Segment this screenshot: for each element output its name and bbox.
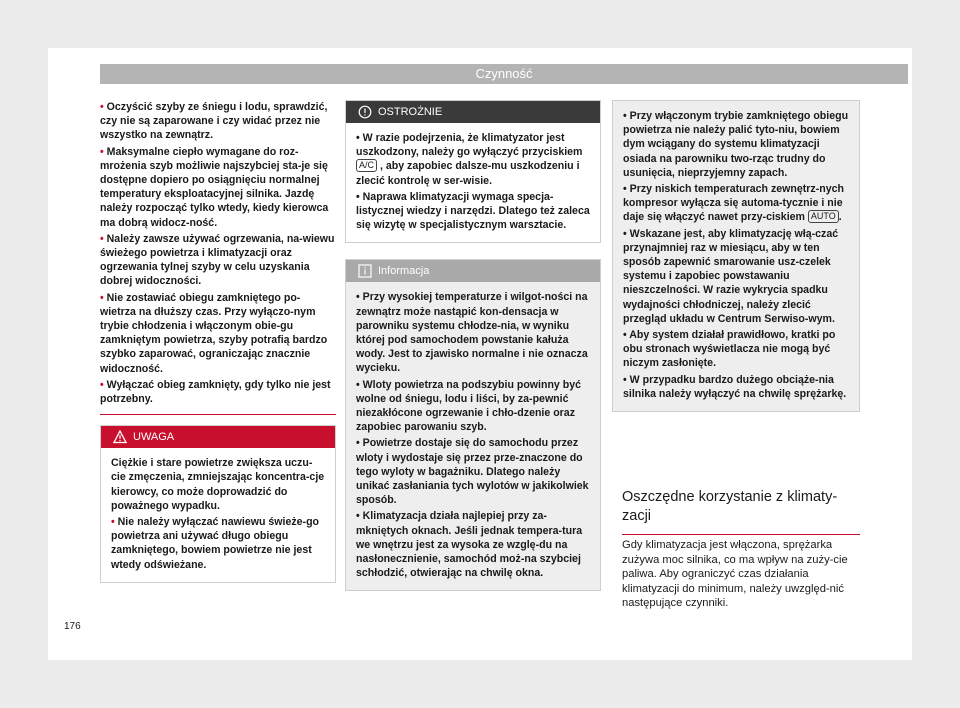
info-box xyxy=(345,259,601,591)
section-body: Gdy klimatyzacja jest włączona, sprężarka zużywa moc silnika, co ma wpływ na zuży-cie paliwa. Aby ograniczyć czas działania klimatyzacji do minimum, należy uwzględ-nić następujące czynniki. xyxy=(622,539,848,609)
list-item: • Przy włączonym trybie zamkniętego obiegu powietrza nie należy palić tyto-niu, bowiem dym wciągany do systemu klimatyzacji osiada na parowniku two-rząc trudny do usunięcia, nieprzyjemny zapach. xyxy=(623,110,849,179)
caution-body xyxy=(346,123,600,242)
list-item: • Nie należy wyłączać nawiewu świeże-go powietrza ani używać długo obiegu zamkniętego, bowiem powietrze nie jest wtedy odświeżane. xyxy=(111,516,320,571)
bullet-icon: • xyxy=(100,291,107,304)
bullet-list xyxy=(100,100,336,415)
section-heading: Oszczędne korzystanie z klimaty-zacji xyxy=(622,488,860,535)
page-number: 176 xyxy=(64,621,81,632)
list-item: • Maksymalne ciepło wymagane do roz-mrożenia szyb możliwie najszybciej sta-je się dostępne dopiero po osiągnięciu normalnej temperatury eksploatacyjnej silnika. Jazdę należy rozpocząć tylko wtedy, kiedy kierowca ma dobrą widocz-ność. xyxy=(100,145,329,229)
caution-circle-icon xyxy=(358,105,372,119)
info-continued-box xyxy=(612,100,860,412)
list-item: • W przypadku bardzo dużego obciąże-nia silnika należy wyłączyć na chwilę sprężarkę. xyxy=(623,373,847,400)
list-item: • Naprawa klimatyzacji wymaga specja-listycznej wiedzy i narzędzi. Dlatego też zaleca się wizytę w specjalistycznym warsztacie. xyxy=(356,190,590,232)
bullet-icon: • xyxy=(111,516,118,529)
list-item: • Przy wysokiej temperaturze i wilgot-ności na zewnątrz może nastąpić kon-densacja w parowniku systemu chłodze-nia, w wyniku której pod samochodem powstanie kałuża wody. Jest to zjawisko normalne i nie oznacza wycieku. xyxy=(356,291,588,375)
bullet-icon: • xyxy=(100,378,107,391)
warning-header: UWAGA xyxy=(101,426,335,448)
list-item: • Wyłączać obieg zamknięty, gdy tylko nie jest potrzebny. xyxy=(100,378,331,406)
info-body xyxy=(346,282,600,590)
page-header: Czynność xyxy=(100,64,908,84)
list-item: • Należy zawsze używać ogrzewania, na-wiewu świeżego powietrza i klimatyzacji oraz ogrzewania tylnej szyby w celu uzyskania dobrej widoczności. xyxy=(100,232,335,288)
list-item: • Wskazane jest, aby klimatyzację włą-czać przynajmniej raz w miesiącu, aby w ten sposób zapewnić smarowanie usz-czelek systemu i zapobiec powstawaniu nieszczelności. W razie wykrycia spadku wydajności chłodniczej, należy zlecić przegląd układu w Centrum Serwiso-wym. xyxy=(623,227,839,325)
ac-key-icon: A/C xyxy=(356,159,377,172)
warning-body xyxy=(101,448,335,582)
bullet-icon: • xyxy=(100,145,107,158)
warning-box xyxy=(100,425,336,583)
list-item: • W razie podejrzenia, że klimatyzator jest uszkodzony, należy go wyłączyć przyciskiem A/C , aby zapobiec dalsze-mu uszkodzeniu i zlecić kontrolę w ser-wisie. xyxy=(356,132,583,187)
auto-key-icon: AUTO xyxy=(808,210,839,223)
caution-box xyxy=(345,100,601,243)
info-header: Informacja xyxy=(346,260,600,282)
manual-page xyxy=(48,48,912,660)
bullet-icon: • xyxy=(100,101,107,113)
list-item: • Klimatyzacja działa najlepiej przy za-mkniętych oknach. Jeśli jednak tempera-tura we wnętrzu jest za wysoka ze wzglę-du na nasłonecznienie, samochód moż-na szybciej schłodzić, otwierając na chwilę okna. xyxy=(356,510,583,580)
column-middle xyxy=(345,100,601,591)
list-item: • Przy niskich temperaturach zewnętrz-nych kompresor wyłącza się automa-tycznie i nie daje się włączyć nawet przy-ciskiem AUTO . xyxy=(623,183,844,224)
info-icon xyxy=(358,264,372,278)
bullet-icon: • xyxy=(100,232,107,245)
list-item: • Oczyścić szyby ze śniegu i lodu, sprawdzić, czy nie są zaparowane i czy widać przez nie wszystko na zewnątrz. xyxy=(100,101,328,142)
column-right xyxy=(612,100,860,412)
list-item: • Wloty powietrza na podszybiu powinny być wolne od śniegu, lodu i liści, by za-pewnić niezakłócone ogrzewanie i chło-dzenie oraz zapobiec parowaniu szyb. xyxy=(356,378,582,434)
list-item: • Nie zostawiać obiegu zamkniętego po-wietrza na dłuższy czas. Przy wyłączo-nym trybie chłodzenia i włączonym obie-gu zamkniętym powietrza, szyby potrafią bardzo szybko zaparować, ograniczając znacznie widoczność. xyxy=(100,291,328,375)
warning-intro: Ciężkie i stare powietrze zwiększa uczu-cie zmęczenia, zmniejszając koncentra-cje kierowcy, co może doprowadzić do poważnego wypadku. xyxy=(111,457,325,512)
caution-header: OSTROŻNIE xyxy=(346,101,600,123)
list-item: • Aby system działał prawidłowo, kratki po obu stronach wyświetlacza nie mogą być niczym zasłonięte. xyxy=(623,329,836,370)
warning-triangle-icon xyxy=(113,430,127,444)
list-item: • Powietrze dostaje się do samochodu przez wloty i wydostaje się przez prze-znaczone do tego wyloty w bagażniku. Dlatego należy unikać zasłaniania tych wylotów w jakikolwiek sposób. xyxy=(356,437,589,507)
column-left xyxy=(100,100,336,583)
